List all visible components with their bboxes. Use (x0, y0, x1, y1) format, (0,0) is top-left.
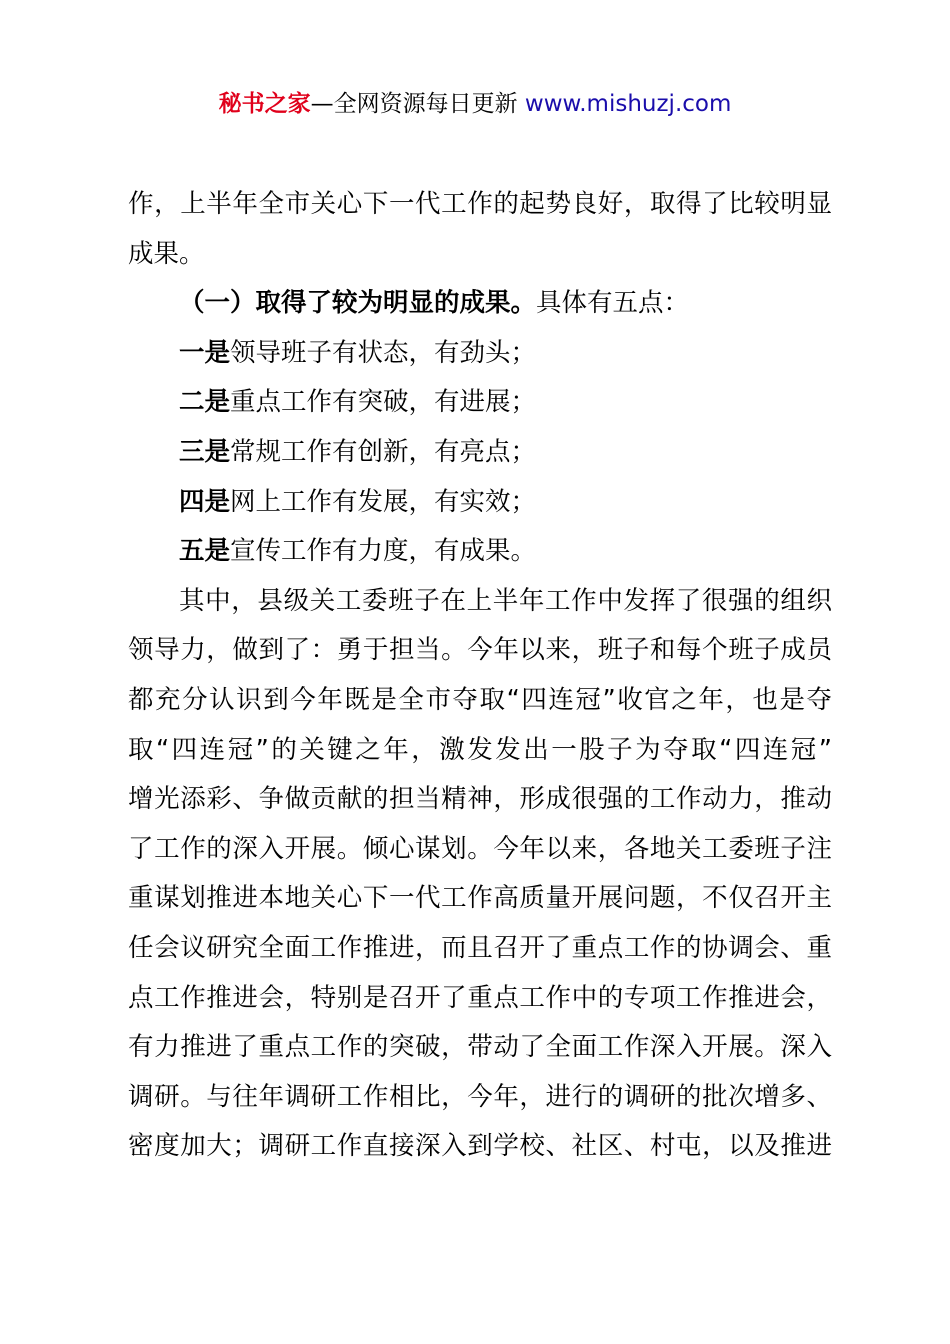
list-item-text: 常规工作有创新，有亮点； (230, 436, 537, 467)
text-line: 成果。 (128, 238, 205, 269)
paragraph-line: 领导力，做到了：勇于担当。今年以来，班子和每个班子成员 (128, 635, 832, 666)
list-item-text: 宣传工作有力度，有成果。 (230, 536, 537, 567)
paragraph-line: 都充分认识到今年既是全市夺取“四连冠”收官之年，也是夺 (128, 684, 832, 715)
site-header (0, 86, 950, 122)
text-line: 作，上半年全市关心下一代工作的起势良好，取得了比较明显 (128, 189, 832, 219)
list-item-text: 领导班子有状态，有劲头； (230, 337, 537, 368)
list-item (128, 428, 832, 478)
paragraph-line: 有力推进了重点工作的突破，带动了全面工作深入开展。深入 (128, 1032, 832, 1063)
section-heading (128, 279, 832, 329)
document-body (128, 180, 832, 1172)
paragraph-line: 任会议研究全面工作推进，而且召开了重点工作的协调会、重 (128, 932, 832, 963)
list-item-marker: 一是 (179, 337, 231, 368)
list-item (128, 527, 832, 577)
list-item (128, 329, 832, 379)
list-item (128, 478, 832, 528)
paragraph-line: 调研。与往年调研工作相比，今年，进行的调研的批次增多、 (128, 1081, 832, 1112)
header-tagline: —全网资源每日更新 (310, 91, 525, 117)
list-item-text: 网上工作有发展，有实效； (230, 486, 537, 517)
list-item-marker: 二是 (179, 387, 231, 418)
site-url-link[interactable]: www.mishuzj.com (524, 91, 732, 117)
paragraph-line: 取“四连冠”的关键之年，激发发出一股子为夺取“四连冠” (128, 734, 832, 765)
paragraph-line: 点工作推进会，特别是召开了重点工作中的专项工作推进会， (128, 982, 832, 1013)
paragraph-line: 重谋划推进本地关心下一代工作高质量开展问题，不仅召开主 (128, 883, 832, 914)
paragraph-line: 了工作的深入开展。倾心谋划。今年以来，各地关工委班子注 (128, 833, 832, 864)
list-item-marker: 三是 (179, 436, 231, 467)
list-item-marker: 四是 (179, 486, 231, 517)
brand-name: 秘书之家 (218, 91, 311, 117)
list-item-marker: 五是 (179, 536, 231, 567)
list-item-text: 重点工作有突破，有进展； (230, 387, 537, 418)
list-item (128, 378, 832, 428)
paragraph-line: 密度加大；调研工作直接深入到学校、社区、村屯，以及推进 (128, 1131, 832, 1162)
paragraph-line: 其中，县级关工委班子在上半年工作中发挥了很强的组织 (179, 585, 832, 616)
paragraph-line: 增光添彩、争做贡献的担当精神，形成很强的工作动力，推动 (128, 784, 832, 815)
section-heading-rest: 具体有五点： (536, 288, 690, 319)
section-heading-title: （一）取得了较为明显的成果。 (179, 288, 537, 319)
